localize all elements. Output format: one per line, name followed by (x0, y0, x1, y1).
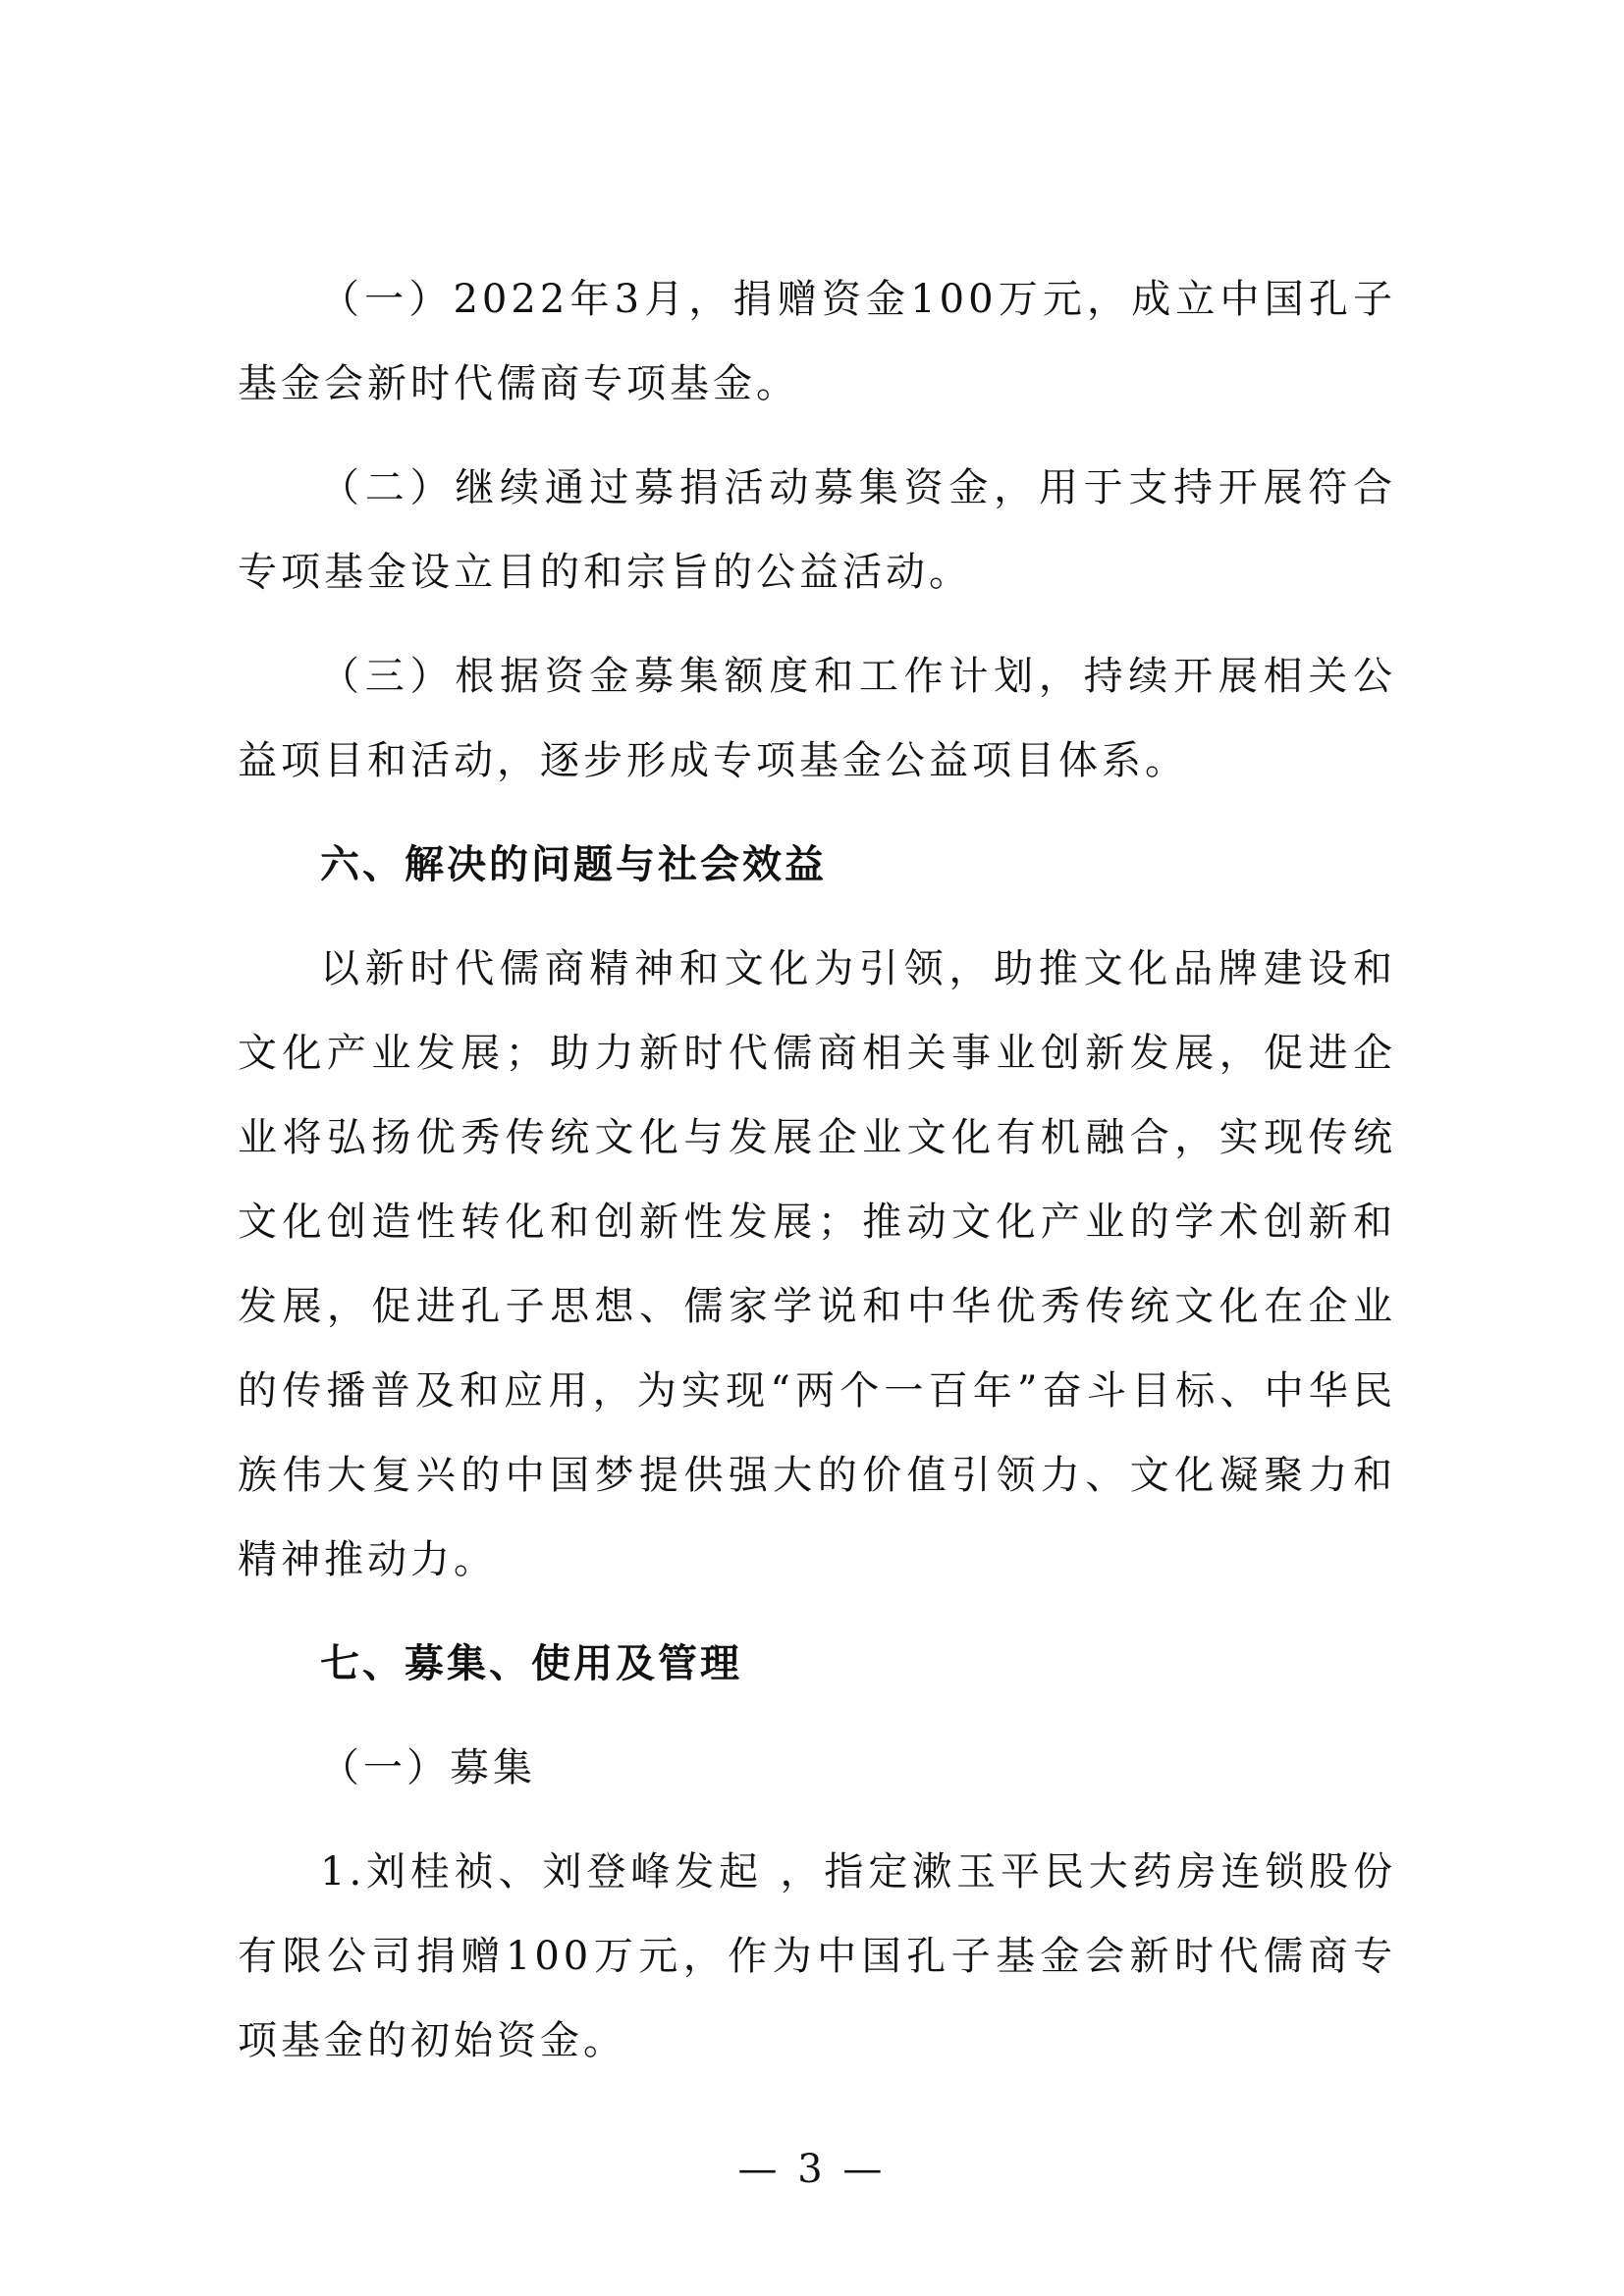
section-heading-seven: 七、募集、使用及管理 (320, 1641, 742, 1686)
paragraph-fundraising-1: 1.刘桂祯、刘登峰发起 ，指定漱玉平民大药房连锁股份有限公司捐赠100万元，作为中国孔子基金会新时代儒商专项基金的初始资金。 (238, 1849, 1396, 2063)
section-heading-six: 六、解决的问题与社会效益 (320, 842, 827, 887)
paragraph-item-1: （一）2022年3月，捐赠资金100万元，成立中国孔子基金会新时代儒商专项基金。 (238, 277, 1396, 406)
page-number: — 3 — (737, 2147, 887, 2192)
paragraph-item-3: （三）根据资金募集额度和工作计划，持续开展相关公益项目和活动，逐步形成专项基金公益项目体系。 (238, 654, 1396, 783)
subheading-fundraising: （一）募集 (320, 1745, 536, 1790)
paragraph-item-2: （二）继续通过募捐活动募集资金，用于支持开展符合专项基金设立目的和宗旨的公益活动。 (238, 465, 1396, 595)
paragraph-social-benefits: 以新时代儒商精神和文化为引领，助推文化品牌建设和文化产业发展；助力新时代儒商相关事业创新发展，促进企业将弘扬优秀传统文化与发展企业文化有机融合，实现传统文化创造性转化和创新性发展；推动文化产业的学术创新和发展，促进孔子思想、儒家学说和中华优秀传统文化在企业的传播普及和应用，为实现“两个一百年”奋斗目标、中华民族伟大复兴的中国梦提供强大的价值引领力、文化凝聚力和精神推动力。 (238, 946, 1396, 1582)
document-body (238, 257, 1396, 2103)
